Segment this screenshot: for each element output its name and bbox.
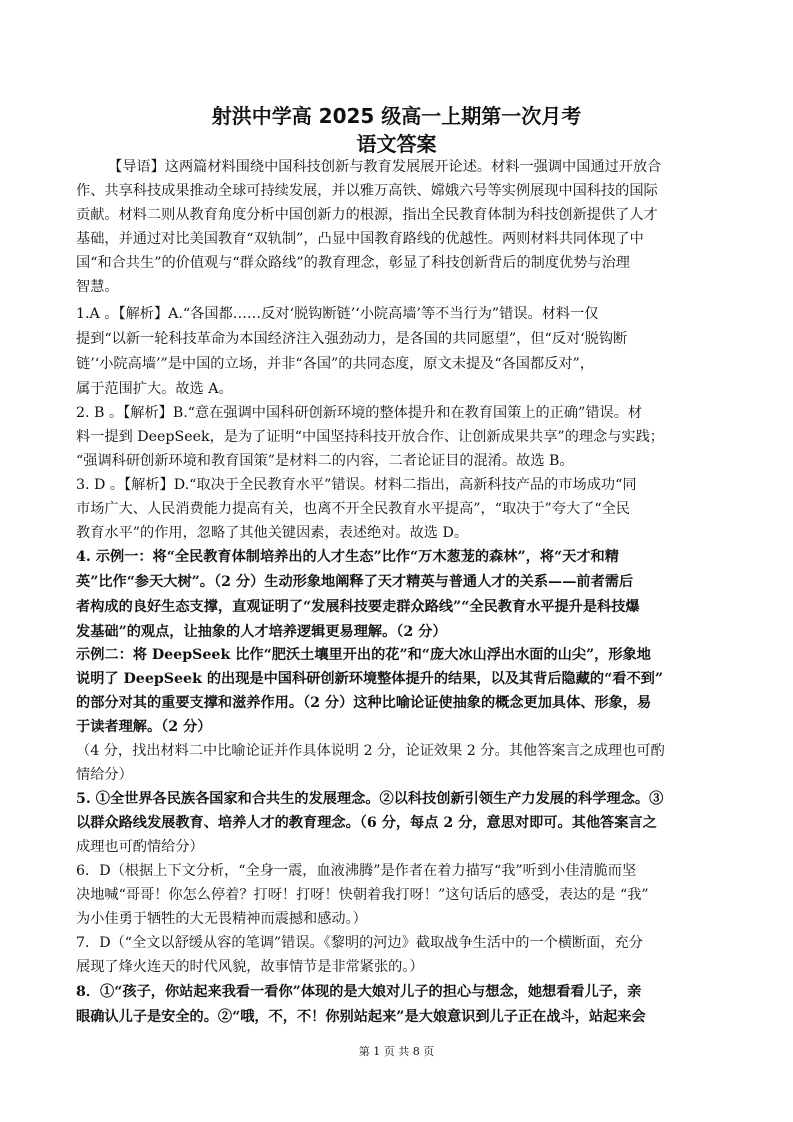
text-line: 示例二：将 DeepSeek 比作“肥沃土壤里开出的花”和“庞大冰山浮出水面的山尖”，形象地 <box>76 647 651 663</box>
text-line: 属于范围扩大。故选 A。 <box>76 381 233 397</box>
text-line: 作、共享科技成果推动全球可持续发展，并以雅万高铁、嫦娥六号等实例展现中国科技的国际 <box>76 183 658 199</box>
text-line: 国“和合共生”的价值观与“群众路线”的教育理念，彰显了科技创新背后的制度优势与治理 <box>76 255 630 271</box>
text-line: 1.A 。【解析】A.“各国都……反对‘脱钩断链’‘小院高墙’等不当行为”错误。材料一仅 <box>76 306 599 322</box>
text-line: 4. 示例一：将“全民教育体制培养出的人才生态”比作“万木葱茏的森林”，将“天才和精 <box>76 549 619 565</box>
text-line: 为小佳勇于牺牲的大无畏精神而震撼和感动。） <box>76 911 367 927</box>
text-line: 7．D（“全文以舒缓从容的笔调”错误。《黎明的河边》截取战争生活中的一个横断面，充分 <box>76 935 643 951</box>
text-line: 的部分对其的重要支撑和滋养作用。（2 分）这种比喻论证使抽象的概念更加具体、形象，易 <box>76 695 652 711</box>
text-line: 决地喊“哥哥！你怎么停着？打呀！打呀！快朝着我打呀！”这句话后的感受，表达的是 “我” <box>76 887 649 903</box>
text-line: 料一提到 DeepSeek，是为了证明“中国坚持科技开放合作、让创新成果共享”的理念与实践； <box>76 429 664 445</box>
exam-subtitle: 语文答案 <box>356 132 437 156</box>
text-line: 基础，并通过对比美国教育“双轨制”，凸显中国教育路线的优越性。两则材料共同体现了中 <box>76 231 644 247</box>
text-line: “强调科研创新环境和教育国策”是材料二的内容，二者论证目的混淆。故选 B。 <box>76 453 574 469</box>
text-line: 提到“以新一轮科技革命为本国经济注入强劲动力，是各国的共同愿望”，但“反对‘脱钩断 <box>76 331 628 347</box>
page-number: 第 1 页 共 8 页 <box>358 1045 435 1058</box>
text-line: 以群众路线发展教育、培养人才的教育理念。（6 分，每点 2 分，意思对即可。其他答案言之 <box>76 815 657 831</box>
exam-title: 射洪中学高 2025 级高一上期第一次月考 <box>211 104 582 128</box>
text-line: 展现了烽火连天的时代风貌，故事情节是非常紧张的。） <box>76 959 424 975</box>
text-line: 2. B 。【解析】B.“意在强调中国科研创新环境的整体提升和在教育国策上的正确”错误。材 <box>76 405 643 421</box>
text-line: 情给分） <box>76 767 133 783</box>
text-line: 贡献。材料二则从教育角度分析中国创新力的根源，指出全民教育体制为科技创新提供了人才 <box>76 207 658 223</box>
text-line: 说明了 DeepSeek 的出现是中国科研创新环境整体提升的结果，以及其背后隐藏的“看不到” <box>76 671 663 687</box>
text-line: 者构成的良好生态支撑，直观证明了“发展科技要走群众路线”“全民教育水平提升是科技爆 <box>76 599 640 615</box>
text-line: 教育水平”的作用，忽略了其他关键因素，表述绝对。故选 D。 <box>76 525 469 541</box>
text-line: 5. ①全世界各民族各国家和合共生的发展理念。②以科技创新引领生产力发展的科学理念。③ <box>76 791 664 807</box>
text-line: 智慧。 <box>76 279 119 295</box>
text-line: 眼确认儿子是安全的。②“哦，不，不！你别站起来”是大娘意识到儿子正在战斗，站起来会 <box>76 1009 646 1025</box>
text-line: 成理也可酌情给分） <box>76 839 204 855</box>
text-line: 于读者理解。（2 分） <box>76 719 212 735</box>
text-line: 6．D（根据上下文分析，“全身一震，血液沸腾”是作者在着力描写“我”听到小佳清脆而坚 <box>76 863 637 879</box>
text-line: 【导语】这两篇材料围绕中国科技创新与教育发展展开论述。材料一强调中国通过开放合 <box>108 159 662 175</box>
text-line: 发基础”的观点，让抽象的人才培养逻辑更易理解。（2 分） <box>76 624 447 640</box>
text-line: 8．①“孩子，你站起来我看一看你”体现的是大娘对儿子的担心与想念，她想看看儿子，亲 <box>76 984 642 1000</box>
text-line: （4 分，找出材料二中比喻论证并作具体说明 2 分，论证效果 2 分。其他答案言之成理也可酌 <box>76 743 665 759</box>
text-line: 3. D 。【解析】D.“取决于全民教育水平”错误。材料二指出，高新科技产品的市场成功“同 <box>76 477 637 493</box>
text-line: 市场广大、人民消费能力提高有关，也离不开全民教育水平提高”，“取决于”夸大了“全民 <box>76 501 630 517</box>
text-line: 英”比作“参天大树”。（2 分）生动形象地阐释了天才精英与普通人才的关系——前者需后 <box>76 574 634 590</box>
text-line: 链’‘小院高墙’”是中国的立场，并非“各国”的共同态度，原文未提及“各国都反对”， <box>76 356 594 372</box>
